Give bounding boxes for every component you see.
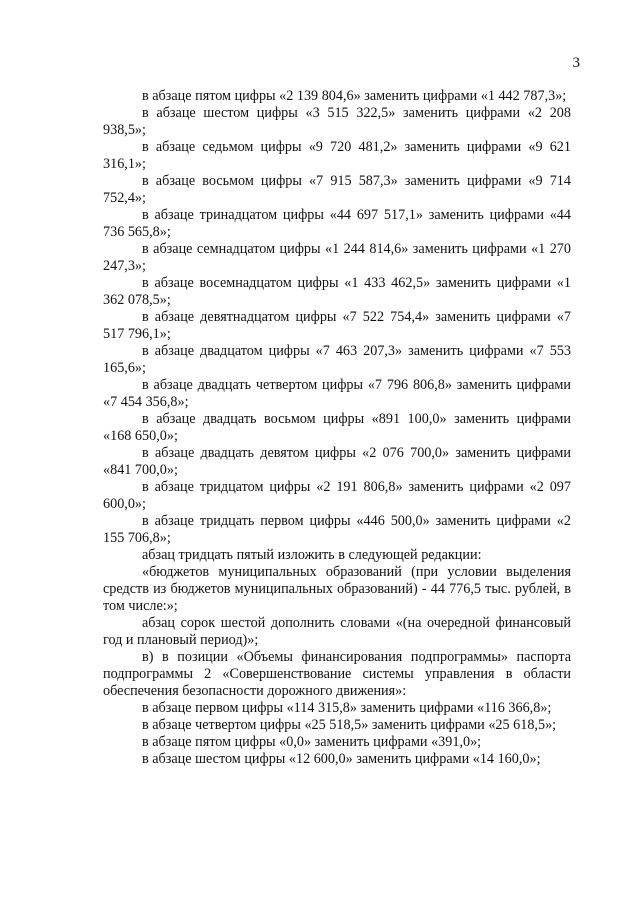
paragraph-12: в абзаце двадцать девятом цифры «2 076 700,0» заменить цифрами «841 700,0»; bbox=[103, 445, 571, 478]
paragraph-18: в) в позиции «Объемы финансирования подпрограммы» паспорта подпрограммы 2 «Совершенствование системы управления в области обеспечения безопасности дорожного движения»: bbox=[103, 649, 571, 699]
paragraph-1: в абзаце пятом цифры «2 139 804,6» заменить цифрами «1 442 787,3»; bbox=[142, 88, 567, 104]
document-body bbox=[103, 88, 571, 768]
paragraph-19: в абзаце первом цифры «114 315,8» заменить цифрами «116 366,8»; bbox=[142, 700, 552, 716]
paragraph-22: в абзаце шестом цифры «12 600,0» заменить цифрами «14 160,0»; bbox=[142, 751, 541, 767]
paragraph-4: в абзаце восьмом цифры «7 915 587,3» заменить цифрами «9 714 752,4»; bbox=[103, 173, 571, 206]
paragraph-7: в абзаце восемнадцатом цифры «1 433 462,5» заменить цифрами «1 362 078,5»; bbox=[103, 275, 571, 308]
paragraph-20: в абзаце четвертом цифры «25 518,5» заменить цифрами «25 618,5»; bbox=[142, 717, 557, 733]
paragraph-6: в абзаце семнадцатом цифры «1 244 814,6» заменить цифрами «1 270 247,3»; bbox=[103, 241, 571, 274]
paragraph-10: в абзаце двадцать четвертом цифры «7 796 806,8» заменить цифрами «7 454 356,8»; bbox=[103, 377, 571, 410]
paragraph-8: в абзаце девятнадцатом цифры «7 522 754,4» заменить цифрами «7 517 796,1»; bbox=[103, 309, 571, 342]
paragraph-15: абзац тридцать пятый изложить в следующей редакции: bbox=[142, 547, 482, 563]
paragraph-2: в абзаце шестом цифры «3 515 322,5» заменить цифрами «2 208 938,5»; bbox=[103, 105, 571, 138]
paragraph-5: в абзаце тринадцатом цифры «44 697 517,1» заменить цифрами «44 736 565,8»; bbox=[103, 207, 571, 240]
paragraph-3: в абзаце седьмом цифры «9 720 481,2» заменить цифрами «9 621 316,1»; bbox=[103, 139, 571, 172]
paragraph-13: в абзаце тридцатом цифры «2 191 806,8» заменить цифрами «2 097 600,0»; bbox=[103, 479, 571, 512]
paragraph-17: абзац сорок шестой дополнить словами «(на очередной финансовый год и плановый период)»; bbox=[103, 615, 571, 648]
paragraph-9: в абзаце двадцатом цифры «7 463 207,3» заменить цифрами «7 553 165,6»; bbox=[103, 343, 571, 376]
paragraph-14: в абзаце тридцать первом цифры «446 500,0» заменить цифрами «2 155 706,8»; bbox=[103, 513, 571, 546]
paragraph-21: в абзаце пятом цифры «0,0» заменить цифрами «391,0»; bbox=[142, 734, 482, 750]
paragraph-11: в абзаце двадцать восьмом цифры «891 100,0» заменить цифрами «168 650,0»; bbox=[103, 411, 571, 444]
page-number: 3 bbox=[572, 55, 580, 71]
paragraph-16: «бюджетов муниципальных образований (при условии выделения средств из бюджетов муниципальных образований) - 44 776,5 тыс. рублей, в том числе:»; bbox=[103, 564, 571, 614]
